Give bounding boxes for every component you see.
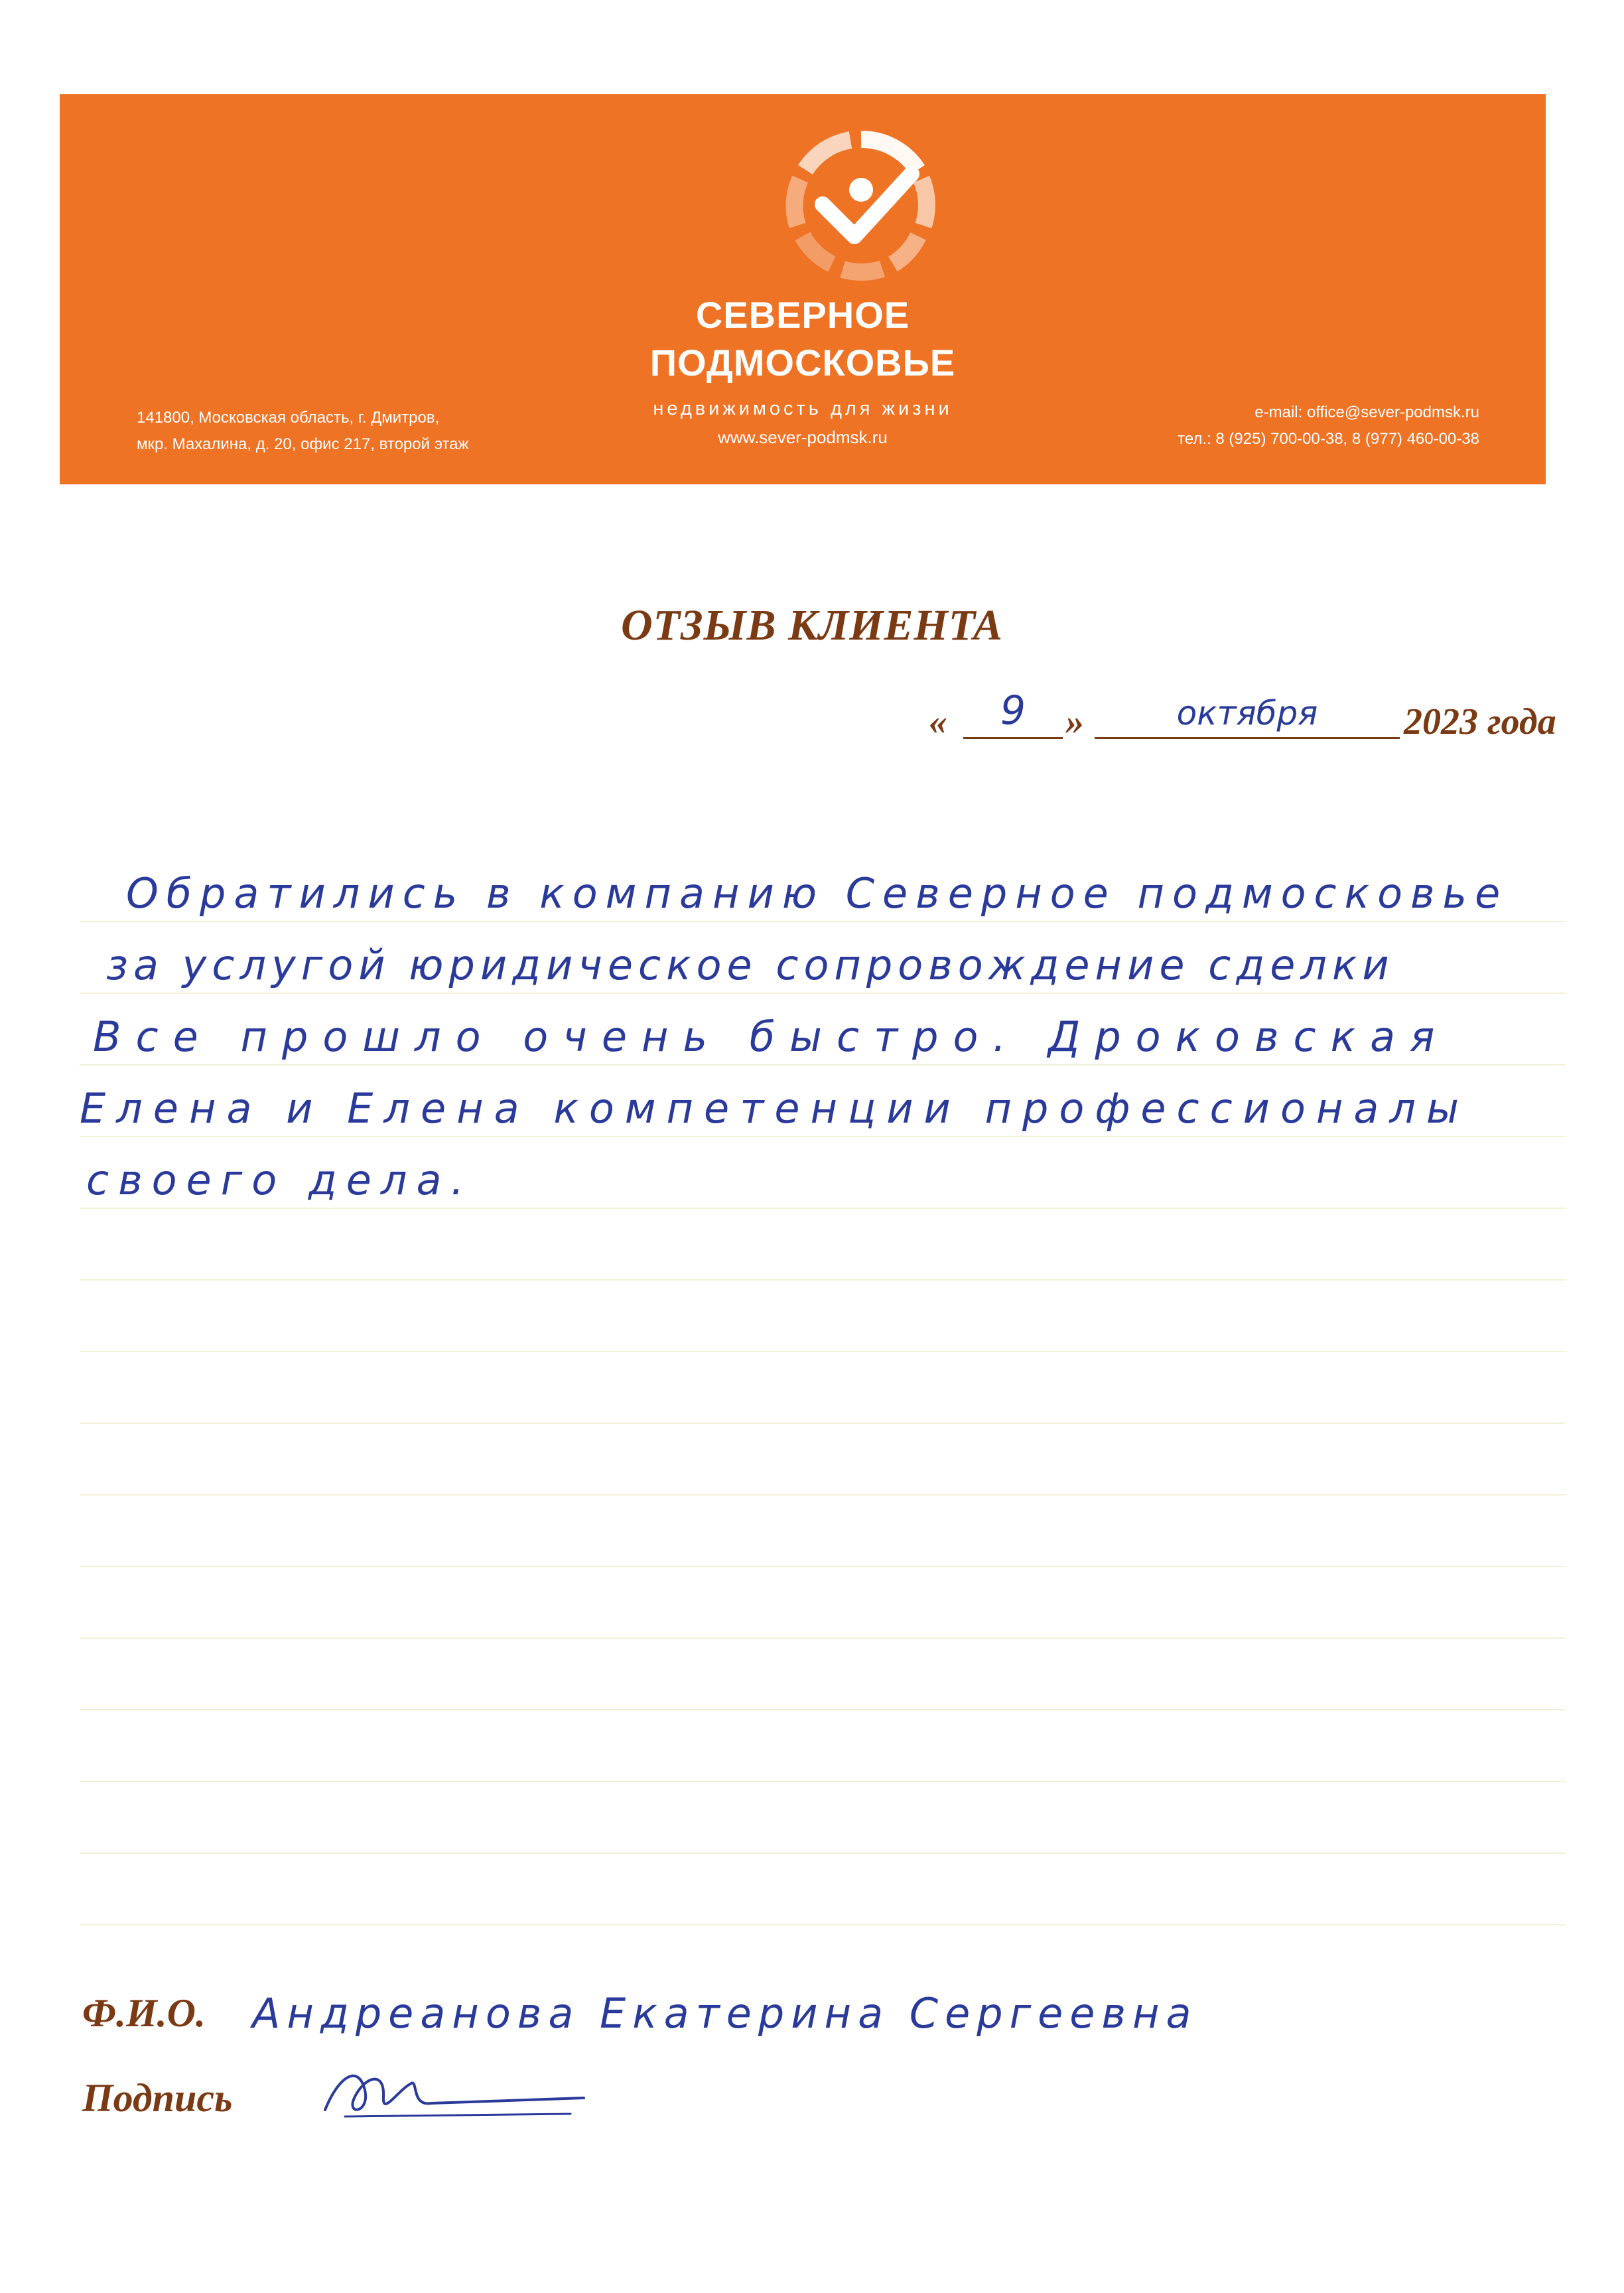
fio-label: Ф.И.О. <box>82 1991 206 2035</box>
date-close-quote: » <box>1065 701 1084 742</box>
address-line-1: 141800, Московская область, г. Дмитров, <box>137 409 440 427</box>
review-line: Все прошло очень быстро. Дроковская <box>93 1012 1450 1061</box>
date-month-handwritten: октября <box>1176 694 1318 732</box>
ruled-line <box>80 1852 1566 1854</box>
fio-handwritten: Андреанова Екатерина Сергеевна <box>252 1989 1198 2038</box>
website-link[interactable]: www.sever-podmsk.ru <box>718 427 888 447</box>
review-line: Обратились в компанию Северное подмосковье <box>126 869 1509 918</box>
ruled-line <box>80 1924 1566 1925</box>
date-open-quote: « <box>929 701 947 742</box>
phones-text: тел.: 8 (925) 700-00-38, 8 (977) 460-00-38 <box>1178 430 1479 448</box>
company-contacts <box>1178 399 1479 452</box>
review-line: за услугой юридическое сопровождение сделки <box>106 941 1394 989</box>
ruled-line <box>80 1781 1566 1782</box>
review-line: своего дела. <box>86 1156 474 1204</box>
address-line-2: мкр. Махалина, д. 20, офис 217, второй этаж <box>137 435 469 453</box>
ruled-line <box>80 1351 1566 1352</box>
email-text[interactable]: e-mail: office@sever-podmsk.ru <box>1254 403 1479 421</box>
brand-name-line2: ПОДМОСКОВЬЕ <box>649 342 956 383</box>
ruled-line <box>80 921 1566 922</box>
ruled-line <box>80 1423 1566 1424</box>
ruled-line <box>80 993 1566 994</box>
ruled-line <box>80 1566 1566 1567</box>
ruled-line <box>80 1136 1566 1137</box>
company-address <box>137 405 469 458</box>
ruled-line <box>80 1494 1566 1495</box>
ruled-line <box>80 1637 1566 1639</box>
ruled-line <box>80 1064 1566 1066</box>
review-line: Елена и Елена компетенции профессионалы <box>80 1084 1469 1133</box>
header-banner <box>60 94 1546 484</box>
signature-label: Подпись <box>82 2076 233 2120</box>
ruled-line <box>80 1709 1566 1710</box>
document-title: ОТЗЫВ КЛИЕНТА <box>621 601 1003 650</box>
checkmark-person-ring-icon <box>781 126 941 285</box>
ruled-line <box>80 1279 1566 1281</box>
date-day-handwritten: 9 <box>1000 687 1026 734</box>
brand-name-line1: СЕВЕРНОЕ <box>695 294 910 336</box>
brand-tagline: недвижимость для жизни <box>653 398 953 419</box>
signature-scribble <box>318 2050 597 2130</box>
ruled-line <box>80 1208 1566 1209</box>
date-year: 2023 года <box>1404 701 1556 742</box>
day-underline <box>963 737 1063 739</box>
date-field <box>929 687 1559 750</box>
month-underline <box>1095 737 1400 739</box>
